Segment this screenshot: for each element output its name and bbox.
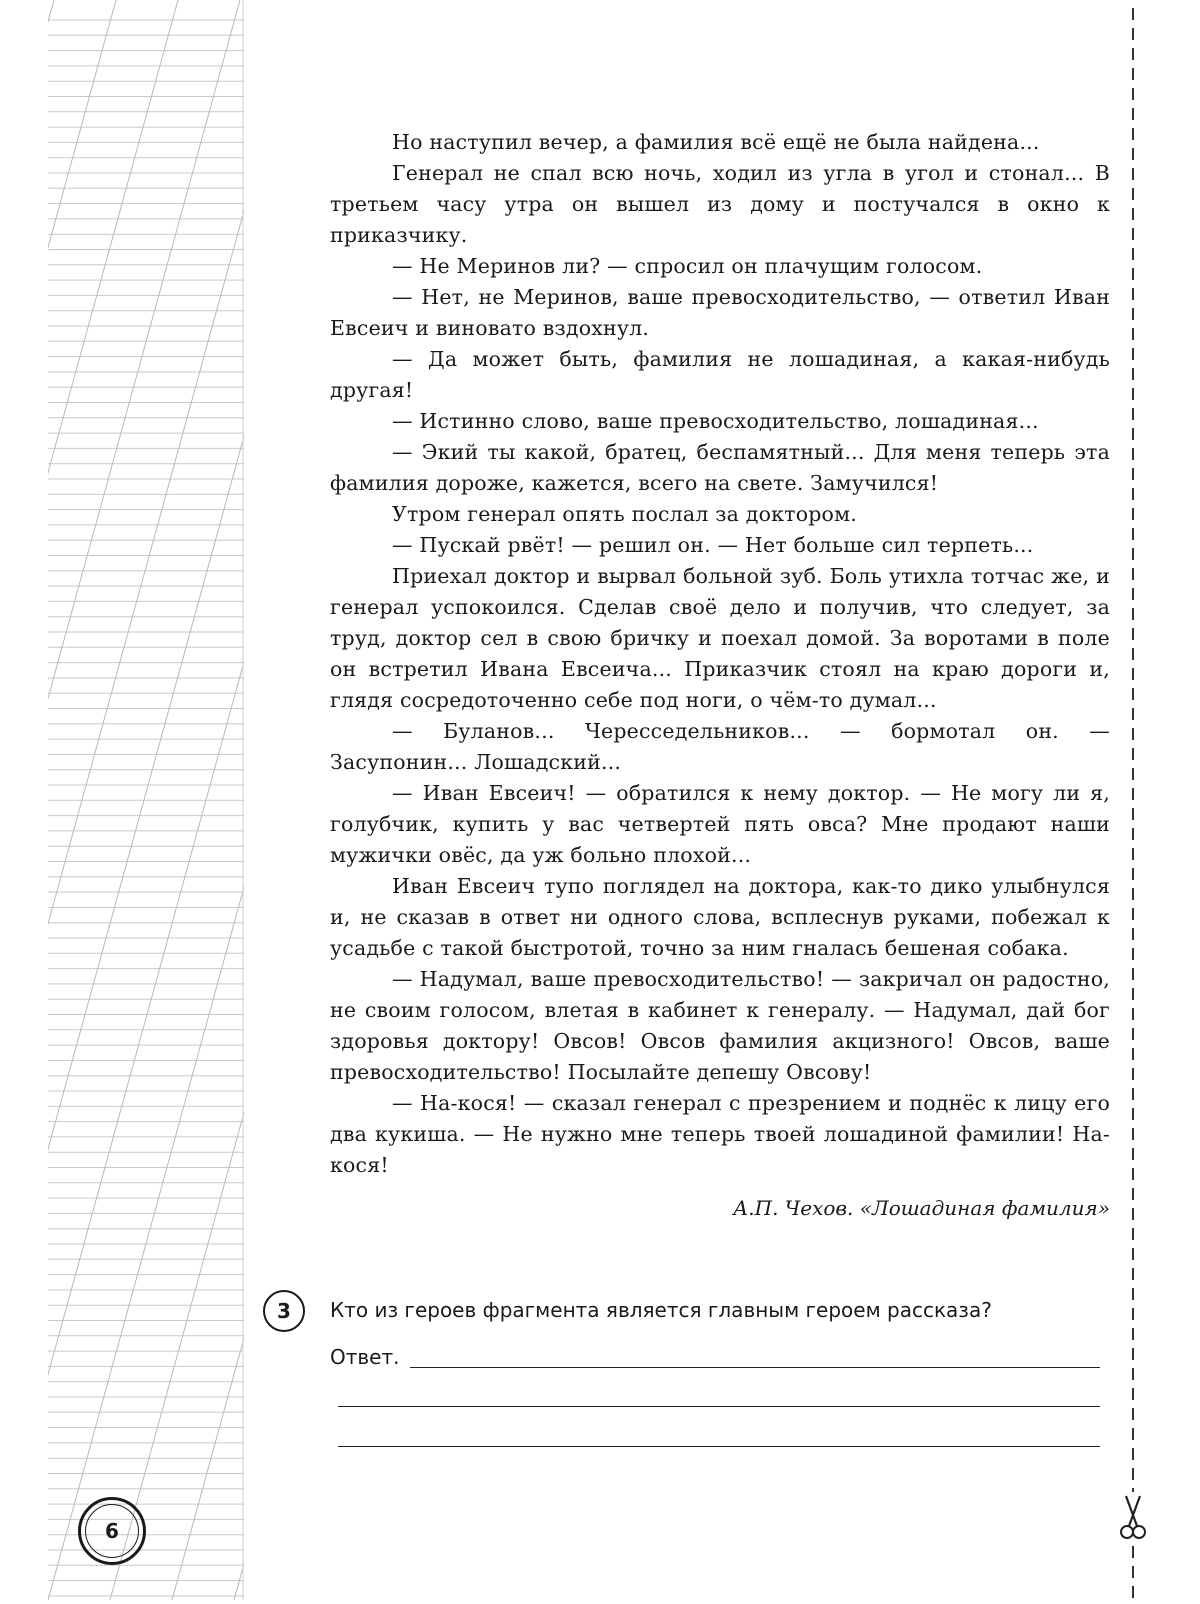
scissors-icon	[1121, 1496, 1145, 1538]
page-number-badge	[78, 1497, 146, 1565]
passage-paragraph: Но наступил вечер, а фамилия всё ещё не была найдена...	[392, 130, 1040, 154]
passage-paragraph: — Пускай рвёт! — решил он. — Нет больше сил терпеть...	[392, 533, 1034, 557]
ruled-margin	[48, 0, 244, 1600]
dashed-cut-line	[1118, 0, 1148, 1600]
passage-paragraph: — Буланов... Чересседельников... — бормотал он. — Засупонин... Лошадский...	[330, 719, 1110, 774]
cut-line	[1118, 0, 1148, 1600]
answer-line[interactable]	[338, 1406, 1100, 1407]
passage-paragraph: — Истинно слово, ваше превосходительство, лошадиная...	[392, 409, 1039, 433]
passage-paragraph: — Да может быть, фамилия не лошадиная, а какая-нибудь другая!	[330, 347, 1110, 402]
passage-paragraph: — Экий ты какой, братец, беспамятный... Для меня теперь эта фамилия дороже, кажется, всего на свете. Замучился!	[330, 440, 1110, 495]
question-number-badge: 3	[263, 1290, 305, 1332]
passage-paragraph: Утром генерал опять послал за доктором.	[392, 502, 857, 526]
passage-paragraph: — Не Меринов ли? — спросил он плачущим голосом.	[392, 254, 983, 278]
passage-paragraph: — Нет, не Меринов, ваше превосходительство, — ответил Иван Евсеич и виновато вздохнул.	[330, 285, 1110, 340]
passage-paragraph: Генерал не спал всю ночь, ходил из угла в угол и стонал... В третьем часу утра он вышел из дому и постучался в окно к приказчику.	[330, 161, 1110, 247]
passage-attribution: А.П. Чехов. «Лошадиная фамилия»	[733, 1196, 1110, 1220]
answer-label: Ответ.	[330, 1345, 400, 1369]
answer-line[interactable]	[410, 1367, 1100, 1368]
passage-paragraph: — Надумал, ваше превосходительство! — закричал он радостно, не своим голосом, влетая в кабинет к генералу. — Надумал, дай бог здоровья доктору! Овсов! Овсов фамилия акцизного! Овсов, ваше превосходительство! Посылайте депешу Овсову!	[330, 967, 1110, 1084]
page-number: 6	[85, 1504, 139, 1558]
question-text: Кто из героев фрагмента является главным героем рассказа?	[330, 1298, 992, 1322]
passage-paragraph: — Иван Евсеич! — обратился к нему доктор. — Не могу ли я, голубчик, купить у вас четвертей пять овса? Мне продают наши мужички овёс, да уж больно плохой...	[330, 781, 1110, 867]
passage	[330, 127, 1110, 1224]
passage-paragraph: — На-кося! — сказал генерал с презрением и поднёс к лицу его два кукиша. — Не нужно мне теперь твоей лошадиной фамилии! На-кося!	[330, 1091, 1110, 1177]
passage-paragraph: Приехал доктор и вырвал больной зуб. Боль утихла тотчас же, и генерал успокоился. Сделав своё дело и получив, что следует, за труд, доктор сел в свою бричку и поехал домой. За воротами в поле он встретил Ивана Евсеича... Приказчик стоял на краю дороги и, глядя сосредоточенно себе под ноги, о чём-то думал...	[330, 564, 1110, 712]
margin-lines-graphic	[48, 0, 244, 1600]
passage-paragraph: Иван Евсеич тупо поглядел на доктора, как-то дико улыбнулся и, не сказав в ответ ни одного слова, всплеснув руками, побежал к усадьбе с такой быстротой, точно за ним гналась бешеная собака.	[330, 874, 1110, 960]
answer-line[interactable]	[338, 1446, 1100, 1447]
